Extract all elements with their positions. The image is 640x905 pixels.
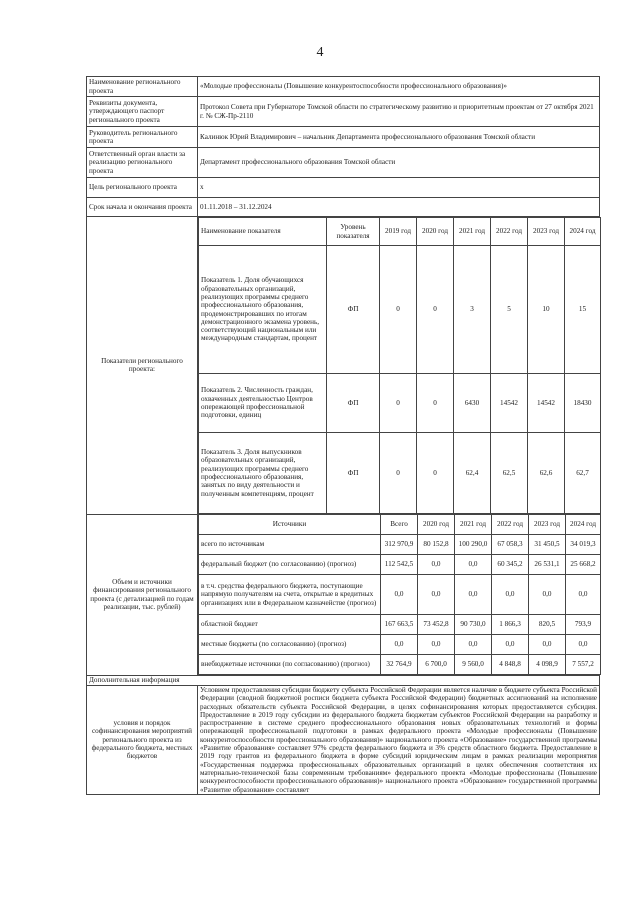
row-financing bbox=[87, 514, 600, 676]
project-period-value: 01.11.2018 – 31.12.2024 bbox=[198, 198, 600, 217]
approval-doc-label: Реквизиты документа, утверждающего паспорт регионального проекта bbox=[87, 97, 198, 127]
financing-value: 4 098,9 bbox=[529, 655, 566, 675]
financing-value: 0,0 bbox=[418, 555, 455, 575]
indicator-value: 0 bbox=[380, 246, 417, 374]
financing-value: 90 730,0 bbox=[455, 615, 492, 635]
financing-value: 112 542,5 bbox=[381, 555, 418, 575]
indicator-value: 6430 bbox=[454, 374, 491, 433]
indicator-level: ФП bbox=[327, 433, 380, 514]
indicators-table bbox=[198, 217, 601, 514]
row-project-period bbox=[87, 198, 600, 217]
financing-row bbox=[199, 535, 601, 555]
project-goal-value: х bbox=[198, 178, 600, 198]
financing-table bbox=[198, 514, 601, 675]
financing-value: 0,0 bbox=[566, 575, 601, 615]
financing-value: 4 848,8 bbox=[492, 655, 529, 675]
financing-source: федеральный бюджет (по согласованию) (прогноз) bbox=[199, 555, 381, 575]
responsible-authority-label: Ответственный орган власти за реализацию регионального проекта bbox=[87, 148, 198, 178]
indicator-value: 62,4 bbox=[454, 433, 491, 514]
indicator-value: 14542 bbox=[491, 374, 528, 433]
financing-value: 67 058,3 bbox=[492, 535, 529, 555]
project-head-label: Руководитель регионального проекта bbox=[87, 127, 198, 148]
indicators-header: 2020 год bbox=[417, 218, 454, 246]
financing-header: 2022 год bbox=[492, 515, 529, 535]
row-approval-doc bbox=[87, 97, 600, 127]
project-goal-label: Цель регионального проекта bbox=[87, 178, 198, 198]
financing-value: 820,5 bbox=[529, 615, 566, 635]
financing-value: 25 668,2 bbox=[566, 555, 601, 575]
financing-value: 0,0 bbox=[566, 635, 601, 655]
project-name-value: «Молодые профессионалы (Повышение конкурентоспособности профессионального образования)» bbox=[198, 77, 600, 97]
indicators-header: 2021 год bbox=[454, 218, 491, 246]
row-project-head bbox=[87, 127, 600, 148]
financing-row bbox=[199, 635, 601, 655]
cofinancing-conditions-label: условия и порядок софинансирования мероприятий регионального проекта из федерального бюджета, местных бюджетов bbox=[87, 686, 198, 795]
indicator-value: 0 bbox=[417, 246, 454, 374]
financing-source: в т.ч. средства федерального бюджета, поступающие напрямую получателям на счета, открытые в кредитных организациях или в Федеральном казначействе (прогноз) bbox=[199, 575, 381, 615]
financing-value: 100 290,0 bbox=[455, 535, 492, 555]
indicator-value: 0 bbox=[417, 374, 454, 433]
indicator-value: 3 bbox=[454, 246, 491, 374]
indicators-header: Наименование показателя bbox=[199, 218, 327, 246]
financing-value: 0,0 bbox=[418, 575, 455, 615]
financing-value: 0,0 bbox=[418, 635, 455, 655]
financing-value: 31 450,5 bbox=[529, 535, 566, 555]
indicator-value: 18430 bbox=[565, 374, 601, 433]
financing-header: 2021 год bbox=[455, 515, 492, 535]
financing-row bbox=[199, 575, 601, 615]
row-cofinancing-conditions bbox=[87, 686, 600, 795]
financing-value: 32 764,9 bbox=[381, 655, 418, 675]
indicators-header: 2024 год bbox=[565, 218, 601, 246]
indicators-header: Уровень показателя bbox=[327, 218, 380, 246]
indicator-row bbox=[199, 433, 601, 514]
cofinancing-conditions-text: Условием предоставления субсидии бюджету субъекта Российской Федерации является наличие в бюджете субъекта Российской Федерации (сводной бюджетной росписи бюджета субъекта Российской Федерации) бюджетных ассигнований на исполнение расходных обязательств субъекта Российской Федерации, в целях софинансирования которых предоставляется субсидия. Предоставление в 2019 году субсидии из федерального бюджета бюджетам субъектов Российской Федерации на разработку и распространение в системе среднего профессионального образования новых образовательных технологий и формы опережающей профессиональной подготовки в рамках федерального проекта «Молодые профессионалы (Повышение конкурентоспособности профессионального образования)» национального проекта «Образование» государственной программы «Развитие образования» составляет 97% средств федерального бюджета и 3% средств областного бюджета. Предоставление в 2019 году грантов из федерального бюджета в форме субсидий юридическим лицам в рамках реализации мероприятия «Государственная поддержка профессиональных образовательных организаций в целях обеспечения соответствия их материально-технической базы современным требованиям» федерального проекта «Молодые профессионалы (Повышение конкурентоспособности профессионального образования)» национального проекта «Образование» государственной программы «Развитие образования» составляет bbox=[198, 686, 600, 795]
financing-header: 2020 год bbox=[418, 515, 455, 535]
financing-value: 9 560,0 bbox=[455, 655, 492, 675]
indicator-value: 0 bbox=[380, 433, 417, 514]
indicator-name: Показатель 2. Численность граждан, охваченных деятельностью Центров опережающей профессиональной подготовки, единиц bbox=[199, 374, 327, 433]
row-project-goal bbox=[87, 178, 600, 198]
financing-value: 73 452,8 bbox=[418, 615, 455, 635]
row-project-name bbox=[87, 77, 600, 97]
financing-value: 0,0 bbox=[455, 575, 492, 615]
financing-value: 0,0 bbox=[492, 575, 529, 615]
financing-source: областной бюджет bbox=[199, 615, 381, 635]
indicators-header-row bbox=[199, 218, 601, 246]
financing-header: 2024 год bbox=[566, 515, 601, 535]
financing-value: 167 663,5 bbox=[381, 615, 418, 635]
indicator-value: 0 bbox=[417, 433, 454, 514]
indicators-header: 2023 год bbox=[528, 218, 565, 246]
financing-value: 312 970,9 bbox=[381, 535, 418, 555]
financing-label: Объем и источники финансирования регионального проекта (с детализацией по годам реализации, тыс. рублей) bbox=[87, 514, 198, 676]
financing-value: 0,0 bbox=[529, 635, 566, 655]
financing-row bbox=[199, 655, 601, 675]
responsible-authority-value: Департамент профессионального образования Томской области bbox=[198, 148, 600, 178]
indicators-header: 2019 год bbox=[380, 218, 417, 246]
financing-value: 34 019,3 bbox=[566, 535, 601, 555]
financing-value: 0,0 bbox=[492, 635, 529, 655]
indicator-value: 5 bbox=[491, 246, 528, 374]
indicator-name: Показатель 3. Доля выпускников образовательных организаций, реализующих программы среднего профессионального образования, занятых по виду деятельности и полученным компетенциям, процент bbox=[199, 433, 327, 514]
project-head-value: Калинюк Юрий Владимирович – начальник Департамента профессионального образования Томской области bbox=[198, 127, 600, 148]
financing-row bbox=[199, 555, 601, 575]
financing-value: 0,0 bbox=[529, 575, 566, 615]
financing-value: 80 152,8 bbox=[418, 535, 455, 555]
project-name-label: Наименование регионального проекта bbox=[87, 77, 198, 97]
financing-header: Источники bbox=[199, 515, 381, 535]
indicator-row bbox=[199, 374, 601, 433]
indicator-value: 15 bbox=[565, 246, 601, 374]
financing-source: внебюджетные источники (по согласованию) (прогноз) bbox=[199, 655, 381, 675]
indicator-value: 10 bbox=[528, 246, 565, 374]
financing-value: 0,0 bbox=[381, 635, 418, 655]
financing-value: 60 345,2 bbox=[492, 555, 529, 575]
project-period-label: Срок начала и окончания проекта bbox=[87, 198, 198, 217]
approval-doc-value: Протокол Совета при Губернаторе Томской области по стратегическому развитию и приоритетным проектам от 27 октября 2021 г. № СЖ-Пр-2110 bbox=[198, 97, 600, 127]
financing-value: 7 557,2 bbox=[566, 655, 601, 675]
row-indicators bbox=[87, 217, 600, 515]
financing-value: 1 866,3 bbox=[492, 615, 529, 635]
indicator-level: ФП bbox=[327, 374, 380, 433]
page-number: 4 bbox=[316, 45, 324, 60]
financing-row bbox=[199, 615, 601, 635]
indicator-value: 14542 bbox=[528, 374, 565, 433]
financing-value: 0,0 bbox=[455, 635, 492, 655]
indicator-value: 62,7 bbox=[565, 433, 601, 514]
financing-value: 6 700,0 bbox=[418, 655, 455, 675]
indicator-level: ФП bbox=[327, 246, 380, 374]
financing-value: 793,9 bbox=[566, 615, 601, 635]
project-passport-table bbox=[86, 76, 600, 795]
row-responsible-authority bbox=[87, 148, 600, 178]
financing-value: 26 531,1 bbox=[529, 555, 566, 575]
indicator-name: Показатель 1. Доля обучающихся образовательных организаций, реализующих программы среднего профессионального образования, продемонстрировавших по итогам демонстрационного экзамена уровень, соответствующий национальным или международным стандартам, процент bbox=[199, 246, 327, 374]
financing-source: всего по источникам bbox=[199, 535, 381, 555]
financing-source: местные бюджеты (по согласованию) (прогноз) bbox=[199, 635, 381, 655]
row-additional-info bbox=[87, 676, 600, 686]
additional-info-label: Дополнительная информация bbox=[87, 676, 600, 686]
financing-header: 2023 год bbox=[529, 515, 566, 535]
indicator-row bbox=[199, 246, 601, 374]
indicators-label: Показатели регионального проекта: bbox=[87, 217, 198, 515]
financing-value: 0,0 bbox=[381, 575, 418, 615]
indicators-header: 2022 год bbox=[491, 218, 528, 246]
indicator-value: 0 bbox=[380, 374, 417, 433]
indicator-value: 62,5 bbox=[491, 433, 528, 514]
indicator-value: 62,6 bbox=[528, 433, 565, 514]
financing-header: Всего bbox=[381, 515, 418, 535]
financing-header-row bbox=[199, 515, 601, 535]
financing-value: 0,0 bbox=[455, 555, 492, 575]
